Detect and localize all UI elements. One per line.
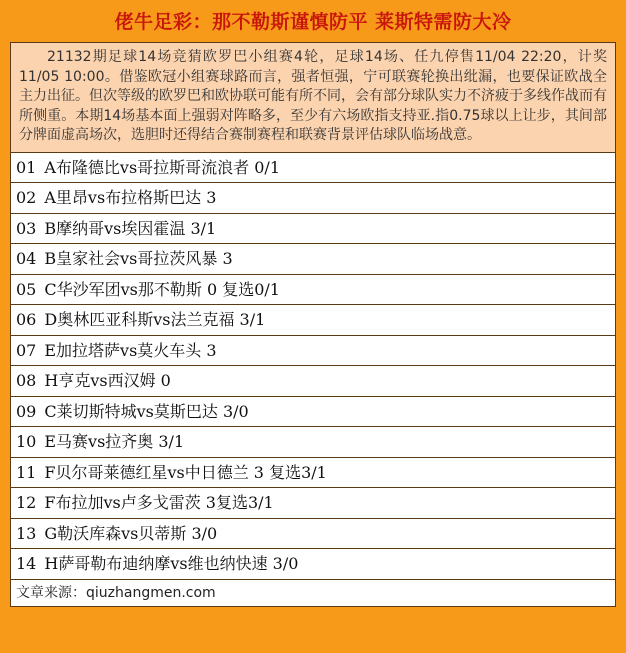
match-text: B摩纳哥vs埃因霍温 3/1 bbox=[44, 218, 217, 238]
match-text: F布拉加vs卢多戈雷茨 3复选3/1 bbox=[44, 493, 274, 513]
match-row bbox=[11, 488, 615, 519]
page-title: 佬牛足彩：那不勒斯谨慎防平 莱斯特需防大冷 bbox=[114, 11, 512, 33]
match-number: 02 bbox=[16, 188, 37, 208]
match-row bbox=[11, 519, 615, 550]
match-row bbox=[11, 427, 615, 458]
match-number: 10 bbox=[16, 432, 37, 452]
match-row bbox=[11, 458, 615, 489]
match-row bbox=[11, 214, 615, 245]
match-number: 11 bbox=[16, 462, 37, 482]
match-text: G勒沃库森vs贝蒂斯 3/0 bbox=[44, 523, 218, 543]
match-text: H亨克vs西汉姆 0 bbox=[44, 371, 171, 391]
match-text: C莱切斯特城vs莫斯巴达 3/0 bbox=[44, 401, 249, 421]
match-number: 08 bbox=[16, 371, 37, 391]
match-text: E马赛vs拉齐奥 3/1 bbox=[44, 432, 185, 452]
match-text: A里昂vs布拉格斯巴达 3 bbox=[44, 188, 217, 208]
intro-paragraph: 21132期足球14场竞猜欧罗巴小组赛4轮，足球14场、任九停售11/04 22:20，计奖11/05 10:00。借鉴欧冠小组赛球路而言，强者恒强，宁可联赛轮换出纰漏，也要保证欧战全主力出征。但次等级的欧罗巴和欧协联可能有所不同，会有部分球队实力不济疲于多线作战而有所侧重。本期14场基本面上强弱对阵略多，至少有六场欧指支持亚.指0.75球以上让步，其间部分牌面虚高场次，选胆时还得结合赛制赛程和联赛背景评估球队临场战意。 bbox=[11, 43, 615, 153]
match-number: 03 bbox=[16, 218, 37, 238]
match-number: 05 bbox=[16, 279, 37, 299]
match-number: 13 bbox=[16, 523, 37, 543]
match-row bbox=[11, 549, 615, 580]
match-row bbox=[11, 397, 615, 428]
match-row bbox=[11, 153, 615, 184]
match-text: C华沙军团vs那不勒斯 0 复选0/1 bbox=[44, 279, 280, 299]
match-text: H萨哥勒布迪纳摩vs维也纳快速 3/0 bbox=[44, 554, 299, 574]
match-list bbox=[11, 153, 615, 580]
match-row bbox=[11, 366, 615, 397]
match-row bbox=[11, 244, 615, 275]
match-text: B皇家社会vs哥拉茨风暴 3 bbox=[44, 249, 233, 269]
match-row bbox=[11, 305, 615, 336]
content-panel bbox=[10, 42, 616, 607]
match-number: 01 bbox=[16, 157, 37, 177]
match-number: 04 bbox=[16, 249, 37, 269]
match-row bbox=[11, 183, 615, 214]
match-text: A布隆德比vs哥拉斯哥流浪者 0/1 bbox=[44, 157, 281, 177]
match-text: D奥林匹亚科斯vs法兰克福 3/1 bbox=[44, 310, 266, 330]
match-row bbox=[11, 336, 615, 367]
match-row bbox=[11, 275, 615, 306]
match-text: E加拉塔萨vs莫火车头 3 bbox=[44, 340, 217, 360]
match-number: 09 bbox=[16, 401, 37, 421]
match-number: 14 bbox=[16, 554, 37, 574]
match-text: F贝尔哥莱德红星vs中日德兰 3 复选3/1 bbox=[44, 462, 327, 482]
match-number: 07 bbox=[16, 340, 37, 360]
match-number: 06 bbox=[16, 310, 37, 330]
article-source: 文章来源：qiuzhangmen.com bbox=[16, 584, 216, 601]
match-number: 12 bbox=[16, 493, 37, 513]
